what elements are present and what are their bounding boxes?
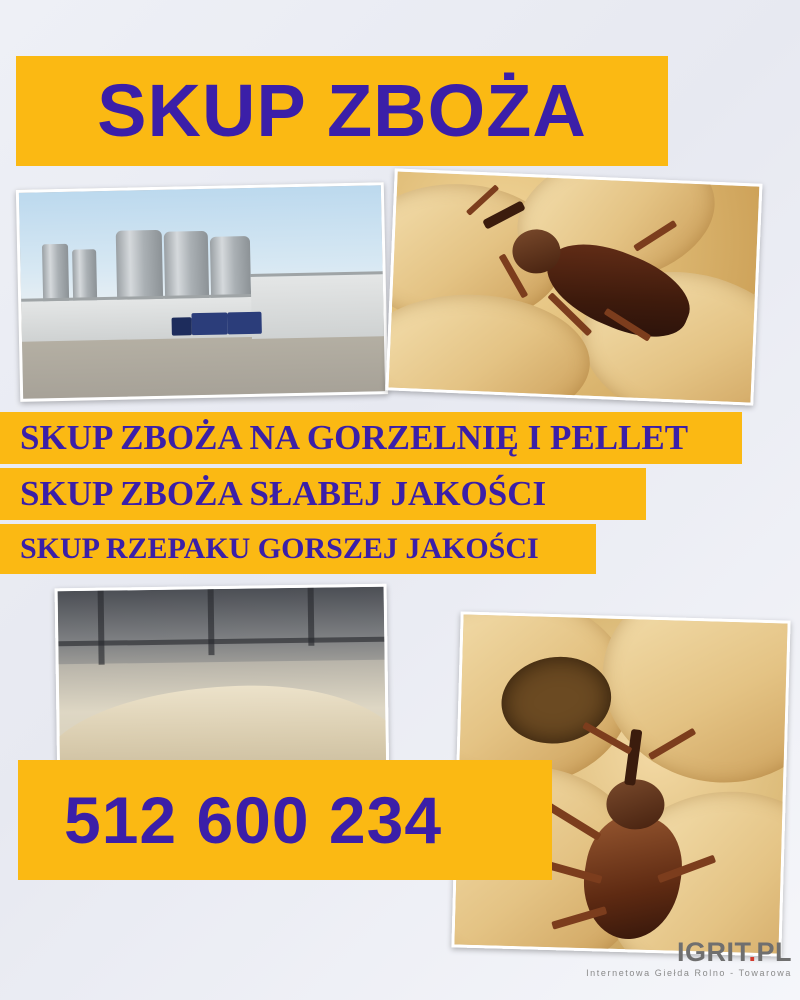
- grain-silo-facility-photo: [16, 182, 388, 402]
- headline-text-3: SKUP RZEPAKU GORSZEJ JAKOŚCI: [20, 532, 539, 565]
- roof-beam: [98, 591, 105, 665]
- truck: [191, 312, 227, 335]
- grain-weevil-closeup-top-photo: [386, 168, 763, 405]
- watermark-tagline: Internetowa Giełda Rolno - Towarowa: [586, 968, 792, 978]
- warehouse-roof: [58, 587, 385, 664]
- page-title: SKUP ZBOŻA: [97, 69, 587, 152]
- watermark-dot: .: [748, 937, 757, 967]
- phone-number[interactable]: 512 600 234: [64, 783, 443, 857]
- watermark-brand-name: IGRIT: [676, 937, 749, 967]
- silo-tank: [42, 244, 69, 305]
- silo-tank: [116, 230, 163, 303]
- grain-kernel: [582, 611, 791, 805]
- headline-bar-1: [0, 412, 742, 464]
- watermark-tld: PL: [756, 937, 792, 967]
- headline-text-2: SKUP ZBOŻA SŁABEJ JAKOŚCI: [20, 474, 547, 513]
- watermark-brand: [586, 939, 792, 966]
- silo-tank: [164, 231, 209, 302]
- truck-cab: [172, 317, 192, 335]
- phone-number-band[interactable]: [18, 760, 552, 880]
- roof-beam: [208, 589, 215, 655]
- headline-bar-2: [0, 468, 646, 520]
- silo-shed: [251, 271, 389, 339]
- headline-bar-3: [0, 524, 596, 574]
- headline-text-1: SKUP ZBOŻA NA GORZELNIĘ I PELLET: [20, 418, 689, 457]
- watermark: [586, 939, 792, 978]
- silo-tank: [72, 249, 97, 303]
- truck: [227, 312, 261, 335]
- poster-title-band: [16, 56, 668, 166]
- silo-tank: [210, 236, 251, 301]
